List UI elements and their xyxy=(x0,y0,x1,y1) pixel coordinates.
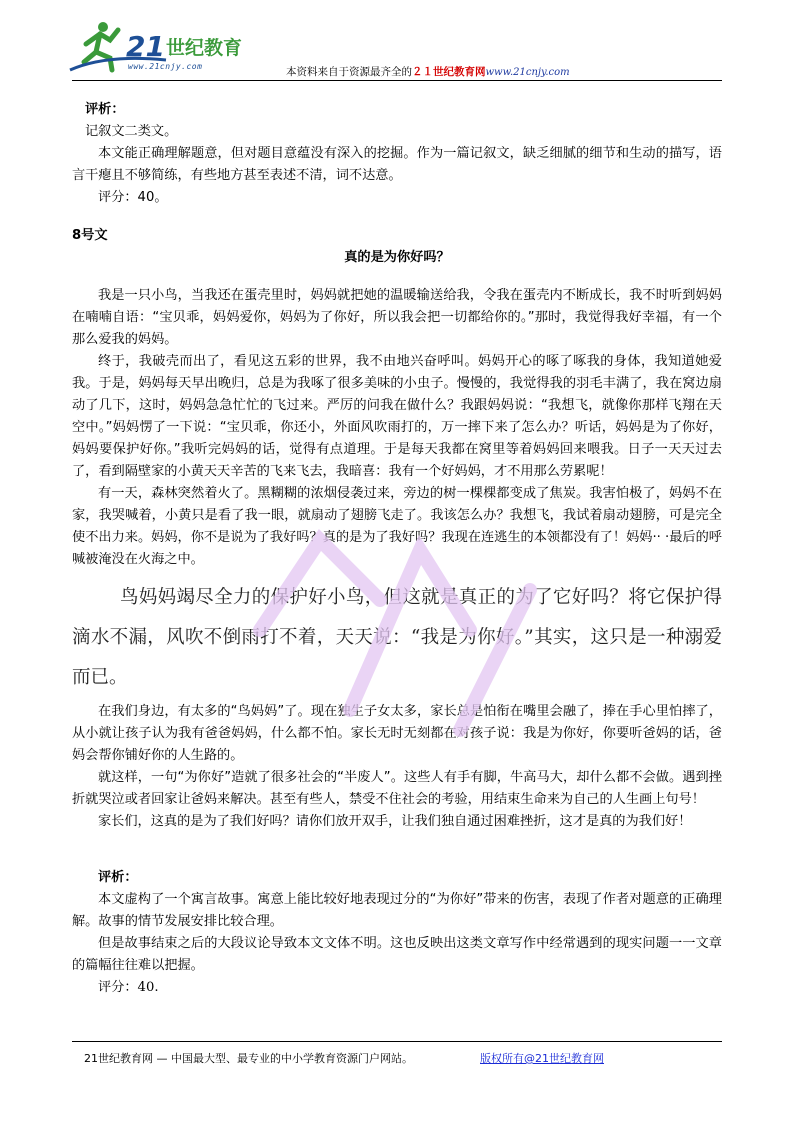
section-1-score: 评分：40。 xyxy=(98,190,168,205)
footer-copyright-link[interactable]: 版权所有@21世纪教育网 xyxy=(480,1052,604,1065)
essay-paragraph: 就这样，一句“为你好”造就了很多社会的“半废人”。这些人有手有脚，牛高马大，却什么都不会做。遇到挫折就哭泣或者回家让爸妈来解决。甚至有些人，禁受不住社会的考验，用结束生命来为自己的人生画上句号！ xyxy=(72,770,722,807)
essay-body-2 xyxy=(72,701,722,833)
essay-paragraph: 有一天，森林突然着火了。黑糊糊的浓烟侵袭过来，旁边的树一棵棵都变成了焦炭。我害怕极了，妈妈不在家，我哭喊着，小黄只是看了我一眼，就扇动了翅膀飞走了。我该怎么办？我想飞，我试着扇动翅膀，可是完全使不出力来。妈妈，你不是说为了我好吗？真的是为了我好吗？我现在连逃生的本领都没有了！妈妈·· ·最后的呼喊被淹没在火海之中。 xyxy=(72,486,722,567)
essay-big-paragraph xyxy=(72,578,722,698)
essay-paragraph-large: 鸟妈妈竭尽全力的保护好小鸟，但这就是真正的为了它好吗？将它保护得滴水不漏，风吹不倒雨打不着，天天说：“我是为你好。”其实，这只是一种溺爱而已。 xyxy=(72,587,722,688)
essay-title: 真的是为你好吗？ xyxy=(344,250,450,265)
header-note-brand: ２１世纪教育网 xyxy=(412,66,486,78)
logo-url-text: www.21cnjy.com xyxy=(128,62,203,71)
footer-text: 21世纪教育网 — 中国最大型、最专业的中小学教育资源门户网站。 xyxy=(84,1052,413,1065)
essay-heading xyxy=(72,225,722,269)
section-2-label: 评析： xyxy=(98,870,138,885)
section-2-comment-2: 但是故事结束之后的大段议论导致本文文体不明。这也反映出这类文章写作中经常遇到的现实问题一一文章的篇幅往往难以把握。 xyxy=(72,936,722,973)
section-2-score: 评分：40. xyxy=(98,980,159,995)
section-1-label: 评析： xyxy=(85,102,125,117)
svg-text:21: 21 xyxy=(126,30,165,63)
section-2 xyxy=(72,867,722,999)
section-1-comment: 本文能正确理解题意，但对题目意蕴没有深入的挖掘。作为一篇记叙文，缺乏细腻的细节和生动的描写，语言干瘪且不够简练，有些地方甚至表述不清，词不达意。 xyxy=(72,146,722,183)
essay-paragraph: 我是一只小鸟，当我还在蛋壳里时，妈妈就把她的温暖输送给我，令我在蛋壳内不断成长，我不时听到妈妈在喃喃自语：“宝贝乖，妈妈爱你，妈妈为了你好，所以我会把一切都给你的。”那时，我觉得我好幸福，有一个那么爱我的妈妈。 xyxy=(72,288,722,347)
footer-divider xyxy=(72,1041,722,1042)
section-2-comment-1: 本文虚构了一个寓言故事。寓意上能比较好地表现过分的“为你好”带来的伤害，表现了作者对题意的正确理解。故事的情节发展安排比较合理。 xyxy=(72,892,722,929)
essay-body-1 xyxy=(72,285,722,571)
essay-paragraph: 在我们身边，有太多的“鸟妈妈”了。现在独生子女太多，家长总是怕衔在嘴里会融了，捧在手心里怕摔了，从小就让孩子认为我有爸爸妈妈，什么都不怕。家长无时无刻都在对孩子说：我是为你好，你要听爸妈的话，爸妈会帮你铺好你的人生路的。 xyxy=(72,704,722,763)
section-1 xyxy=(72,99,722,209)
essay-paragraph: 家长们，这真的是为了我们好吗？请你们放开双手，让我们独自通过困难挫折，这才是真的为我们好！ xyxy=(98,814,692,829)
essay-number: 8号文 xyxy=(72,228,108,243)
header-note-site[interactable]: www.21cnjy.com xyxy=(485,67,570,78)
svg-text:世纪教育: 世纪教育 xyxy=(166,37,243,59)
header-note xyxy=(286,64,570,79)
header-note-prefix: 本资料来自于资源最齐全的 xyxy=(286,66,412,78)
header-divider xyxy=(72,80,722,81)
essay-paragraph: 终于，我破壳而出了，看见这五彩的世界，我不由地兴奋呼叫。妈妈开心的啄了啄我的身体，我知道她爱我。于是，妈妈每天早出晚归，总是为我啄了很多美味的小虫子。慢慢的，我觉得我的羽毛丰满了，我在窝边扇动了几下，这时，妈妈急急忙忙的飞过来。严厉的问我在做什么？我跟妈妈说：“我想飞，就像你那样飞翔在天空中。”妈妈愣了一下说：“宝贝乖，你还小，外面风吹雨打的，万一摔下来了怎么办？听话，妈妈是为了你好，妈妈要保护好你。”我听完妈妈的话，觉得有点道理。于是每天我都在窝里等着妈妈回来喂我。日子一天天过去了，看到隔壁家的小黄天天辛苦的飞来飞去，我暗喜：我有一个好妈妈，才不用那么劳累呢！ xyxy=(72,354,722,479)
section-1-type: 记叙文二类文。 xyxy=(85,124,178,139)
